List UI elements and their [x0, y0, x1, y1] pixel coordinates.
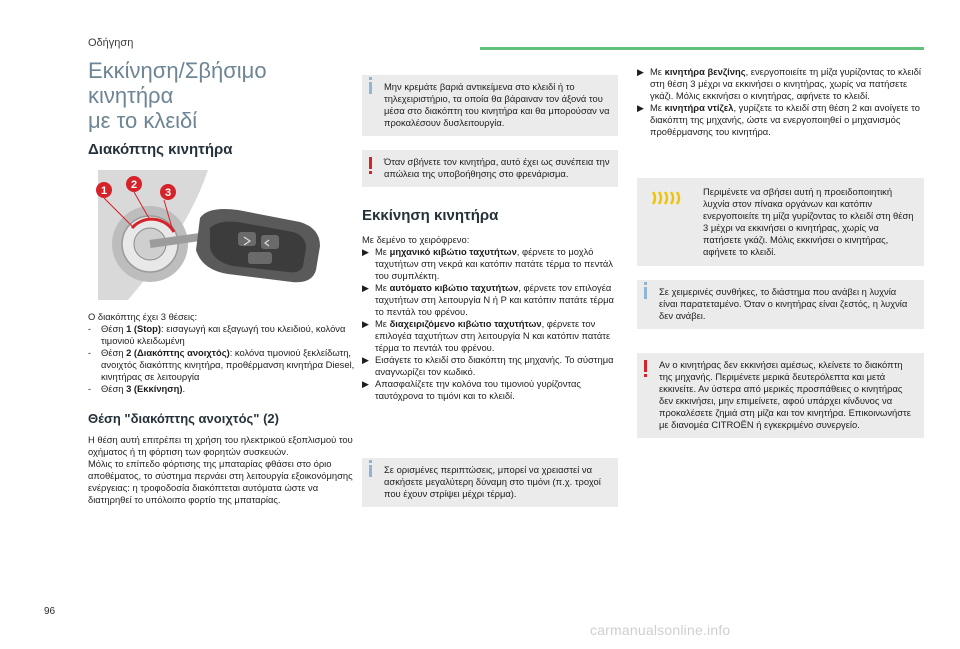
step-label: αυτόματο κιβώτιο ταχυτήτων [389, 282, 519, 293]
title-line-2: με το κλειδί [88, 108, 198, 133]
step-label: κινητήρα ντίζελ [664, 102, 734, 113]
right-column [637, 66, 924, 438]
info-note-text: Σε ορισμένες περιπτώσεις, μπορεί να χρειαστεί να ασκήσετε μεγαλύτερη δύναμη στο τιμόνι (π.χ. τροχοί που έχουν στρίψει μέχρι τέρμα). [384, 464, 601, 499]
callout-1-label: 1 [100, 185, 108, 197]
info-note-text: Σε χειμερινές συνθήκες, το διάστημα που ανάβει η λυχνία είναι παρατεταμένο. Όταν ο κινητήρας είναι ζεστός, η λυχνία δεν ανάβει. [659, 286, 908, 321]
position-text: . [182, 383, 186, 394]
list-item [637, 102, 924, 138]
preheat-lamp-note [637, 178, 924, 266]
ignition-on-body [88, 434, 356, 506]
info-note-text: Μην κρεμάτε βαριά αντικείμενα στο κλειδί ή το τηλεχειριστήριο, τα οποία θα βάραιναν τον άξονά του μέσα στο διακόπτη του κινητήρα και θα μπορούσαν να προκαλέσουν δυσλειτουργία. [384, 81, 610, 128]
arrow-bullet-icon: ▶ [362, 319, 369, 329]
middle-column [362, 75, 618, 507]
list-item [362, 318, 618, 354]
step-label: κινητήρα βενζίνης [664, 66, 746, 77]
list-item [637, 66, 924, 102]
step-prefix: Με [650, 66, 665, 77]
title-line-1: Εκκίνηση/Σβήσιμο κινητήρα [88, 58, 267, 108]
arrow-bullet-icon: ▶ [362, 283, 369, 293]
list-item [362, 246, 618, 282]
preheat-lamp-text: Περιμένετε να σβήσει αυτή η προειδοποιητική λυχνία στον πίνακα οργάνων και κατόπιν ενεργοποιείτε τη μίζα γυρίζοντας το κλειδί στη θέση 3 μέχρι να εκκινήσει ο κινητήρας, χωρίς να πατήσετε γκάζι. Μόλις εκκινήσει ο κινητήρας, αφήνετε το κλειδί. [703, 186, 914, 257]
page-title [88, 58, 356, 133]
switch-positions-list [88, 323, 356, 395]
ignition-switch-heading: Διακόπτης κινητήρα [88, 141, 233, 158]
watermark: carmanualsonline.info [590, 622, 731, 638]
step-text: , φέρνετε τον επιλογέα ταχυτήτων στη λειτουργία N ή P και κατόπιν πατάτε τέρμα το πεντάλ του φρένου. [375, 282, 614, 317]
page-number: 96 [44, 606, 56, 617]
position-text: : κολόνα τιμονιού ξεκλείδωτη, ανοιχτός διακόπτης κινητήρα, προθέρμανση κινητήρα Diesel, κινητήρας σε λειτουργία [101, 347, 355, 382]
step-label: μηχανικό κιβώτιο ταχυτήτων [389, 246, 517, 257]
info-note-winter [637, 280, 924, 329]
info-icon [369, 82, 372, 94]
arrow-bullet-icon: ▶ [362, 247, 369, 257]
position-prefix: Θέση [101, 323, 127, 334]
list-item [88, 323, 356, 347]
info-icon [644, 287, 647, 299]
position-prefix: Θέση [101, 347, 127, 358]
position-prefix: Θέση [101, 383, 127, 394]
ignition-on-para-1: Η θέση αυτή επιτρέπει τη χρήση του ηλεκτρικού εξοπλισμού του οχήματος ή τη φόρτιση των φορητών συσκευών. [88, 434, 353, 457]
glow-plug-icon [649, 188, 689, 208]
step-text: Εισάγετε το κλειδί στο διακόπτη της μηχανής. Το σύστημα αναγνωρίζει τον κωδικό. [375, 354, 614, 377]
dash-bullet: - [88, 384, 91, 394]
list-item [88, 347, 356, 383]
step-prefix: Με [375, 318, 390, 329]
callout-2-label: 2 [130, 179, 138, 191]
switch-intro-text: Ο διακόπτης έχει 3 θέσεις: [88, 311, 198, 322]
switch-intro [88, 311, 356, 323]
list-item [362, 354, 618, 378]
step-text: , φέρνετε τον επιλογέα ταχυτήτων στη λειτουργία N και κατόπιν πατάτε τέρμα το πεντάλ του φρένου. [375, 318, 611, 353]
step-prefix: Με [650, 102, 665, 113]
arrow-bullet-icon: ▶ [362, 379, 369, 389]
warning-icon [369, 157, 372, 169]
start-intro-text: Με δεμένο το χειρόφρενο: [362, 234, 470, 245]
step-text: , γυρίζετε το κλειδί στη θέση 2 και ανοίγετε το διακόπτη της μηχανής, ώστε να ενεργοποιηθεί ο μηχανισμός προθέρμανσης του κινητήρα. [650, 102, 920, 137]
callout-3 [160, 184, 176, 200]
list-item [88, 383, 356, 395]
start-intro [362, 234, 618, 246]
info-note-steering-force [362, 458, 618, 507]
step-text: , φέρνετε το μοχλό ταχυτήτων στη νεκρά και κατόπιν πατάτε τέρμα το πεντάλ του συμπλέκτη. [375, 246, 613, 281]
info-icon [369, 465, 372, 477]
callout-2 [126, 176, 142, 192]
position-label: 1 (Stop) [126, 323, 161, 334]
step-text: Απασφαλίζετε την κολόνα του τιμονιού γυρίζοντας ταυτόχρονα το τιμόνι και το κλειδί. [375, 378, 581, 401]
ignition-on-heading: Θέση "διακόπτης ανοιχτός" (2) [88, 411, 279, 426]
arrow-bullet-icon: ▶ [637, 103, 644, 113]
header-section: Οδήγηση [88, 37, 134, 49]
step-prefix: Με [375, 246, 390, 257]
callout-1 [96, 182, 112, 198]
list-item [362, 282, 618, 318]
warning-note-brake-assist [362, 150, 618, 187]
step-text: , ενεργοποιείτε τη μίζα γυρίζοντας το κλειδί στη θέση 3 μέχρι να εκκινήσει ο κινητήρας, χωρίς να πατήσετε γκάζι. Μόλις εκκινήσει ο κινητήρας, αφήνετε το κλειδί. [650, 66, 921, 101]
position-text: : εισαγωγή και εξαγωγή του κλειδιού, κολόνα τιμονιού κλειδωμένη [101, 323, 346, 346]
ignition-illustration [88, 170, 356, 300]
dash-bullet: - [88, 348, 91, 358]
step-label: διαχειριζόμενο κιβώτιο ταχυτήτων [389, 318, 542, 329]
left-column [88, 58, 356, 506]
engine-type-steps-list [637, 66, 924, 138]
callout-3-label: 3 [164, 187, 172, 199]
info-note-heavy-objects [362, 75, 618, 136]
ignition-on-para-2: Μόλις το επίπεδο φόρτισης της μπαταρίας φθάσει στο όριο αποθέματος, το σύστημα περνάει στη λειτουργία εξοικονόμησης ενέργειας: η τροφοδοσία διακόπτεται αυτόματα ώστε να διατηρηθεί το υπόλοιπο φορτίο της μπαταρίας. [88, 458, 353, 505]
header-bar [480, 47, 924, 50]
position-label: 3 (Εκκίνηση) [126, 383, 183, 394]
warning-note-no-start [637, 353, 924, 438]
start-steps-list [362, 246, 618, 402]
starting-engine-heading: Εκκίνηση κινητήρα [362, 207, 499, 224]
warning-note-text: Αν ο κινητήρας δεν εκκινήσει αμέσως, κλείνετε το διακόπτη της μηχανής. Περιμένετε μερικά δευτερόλεπτα και μετά εκκινείτε. Αν ύστερα από μερικές προσπάθειες ο κινητήρας δεν εκκινήσει, μην επιμείνετε, αφού υπάρχει κίνδυνος να προκαλέσετε ζημιά στη μίζα και τον κινητήρα. Επικοινωνήστε με διανομέα CITROËN ή εγκεκριμένο συνεργείο. [659, 359, 911, 430]
dash-bullet: - [88, 324, 91, 334]
warning-icon [644, 360, 647, 372]
step-prefix: Με [375, 282, 390, 293]
arrow-bullet-icon: ▶ [637, 67, 644, 77]
warning-note-text: Όταν σβήνετε τον κινητήρα, αυτό έχει ως συνέπεια την απώλεια της υποβοήθησης στο φρενάρισμα. [384, 156, 610, 179]
arrow-bullet-icon: ▶ [362, 355, 369, 365]
list-item [362, 378, 618, 402]
position-label: 2 (Διακόπτης ανοιχτός) [126, 347, 230, 358]
